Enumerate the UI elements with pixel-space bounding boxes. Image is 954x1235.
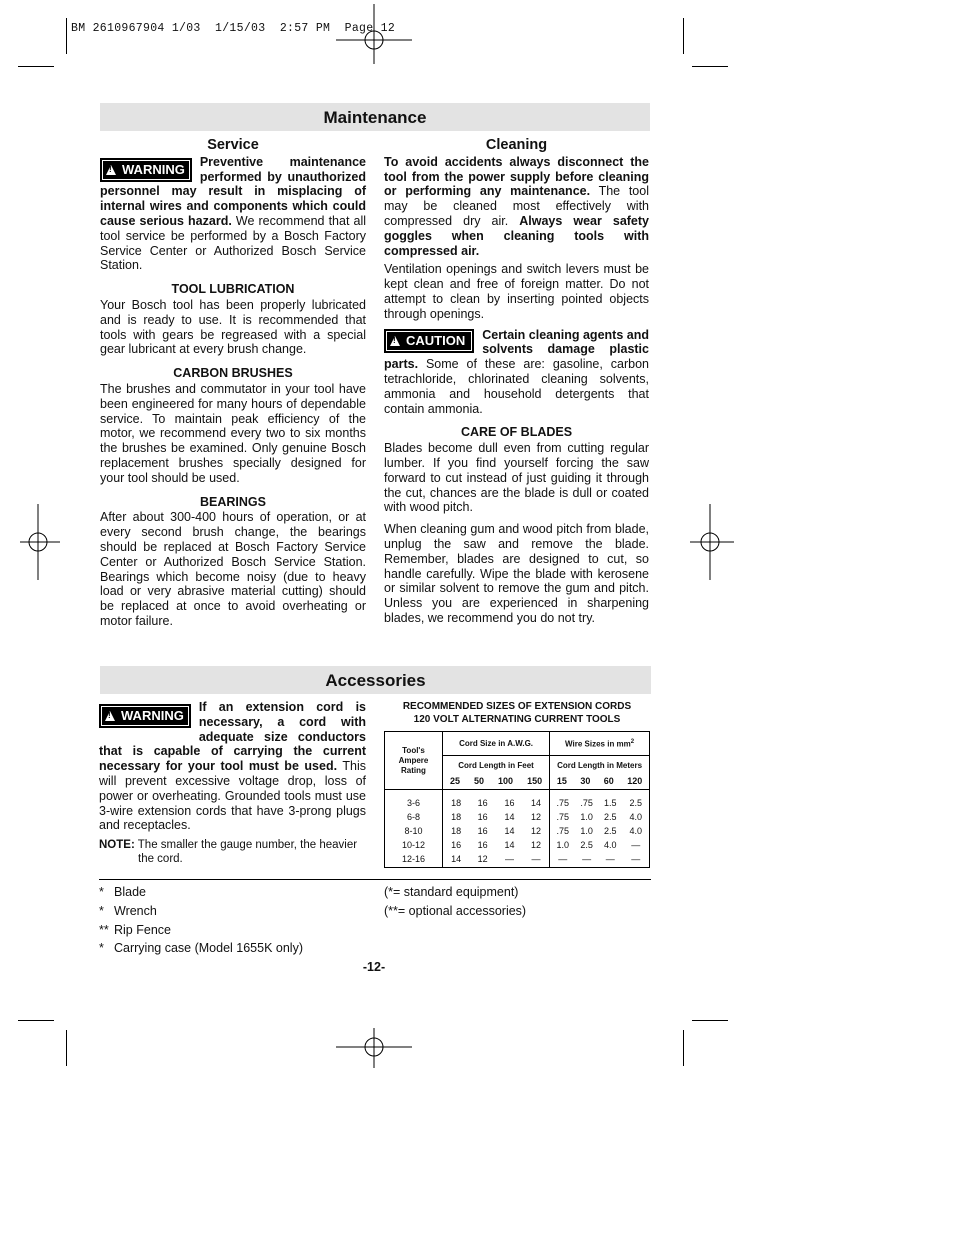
accessories-warning-paragraph: !WARNING If an extension cord is necessary, a cord with adequate size conductors that is capable of carrying the current necessary for your tool must be used. This will prevent excessive voltage drop, loss of power or overheating. Grounded tools must use 3-wire extension cords that have 3-prong plugs and receptacles. bbox=[99, 700, 366, 833]
care-of-blades-paragraph-2: When cleaning gum and wood pitch from blade, unplug the saw and remove the blade. Remember, blades are designed to cut, so handle carefully. Wipe the blade with kerosene or similar solvent to remove the gum and pitch. Unless you are experienced in sharpening blades, we recommend you do not try. bbox=[384, 522, 649, 625]
feet-label: 25 bbox=[449, 776, 460, 786]
feet-label: 50 bbox=[473, 776, 484, 786]
table-row: 10-12 16 16 14 12 1.0 2.5 4.0 — bbox=[385, 838, 650, 852]
warning-triangle-icon bbox=[105, 711, 115, 721]
crop-mark bbox=[18, 1020, 54, 1021]
meters-label: 60 bbox=[603, 776, 614, 786]
list-item: * Wrench bbox=[99, 903, 157, 918]
legend-standard: (*= standard equipment) bbox=[384, 885, 519, 899]
feet-header-cell: Cord Length in Feet 25 50 100 150 bbox=[442, 756, 549, 790]
crop-mark bbox=[66, 18, 67, 54]
note: NOTE: The smaller the gauge number, the heavier the cord. bbox=[99, 839, 358, 866]
crop-mark bbox=[683, 1030, 684, 1066]
mm-header: Wire Sizes in $mm^2$ bbox=[550, 732, 650, 756]
caution-badge: !CAUTION bbox=[384, 329, 474, 353]
list-item: * Blade bbox=[99, 885, 146, 899]
registration-mark bbox=[690, 504, 734, 580]
table-row: 6-8 18 16 14 12 .75 1.0 2.5 4.0 bbox=[385, 810, 650, 824]
crop-mark bbox=[692, 1020, 728, 1021]
cleaning-paragraph-2: Ventilation openings and switch levers must be kept clean and free of foreign matter. Do not attempt to clean by inserting pointed objects through openings. bbox=[384, 262, 649, 321]
tool-lubrication-heading: TOOL LUBRICATION bbox=[171, 282, 295, 297]
list-item: * Carrying case (Model 1655K only) bbox=[99, 941, 303, 956]
service-paragraph: !WARNING Preventive maintenance performed by unauthorized personnel may result in misplacing of internal wires and components which could cause serious hazard. We recommend that all tool service be performed by a Bosch Factory Service Center or Authorized Bosch Service Station. bbox=[100, 155, 366, 273]
caution-triangle-icon bbox=[390, 336, 400, 346]
warning-triangle-icon bbox=[106, 165, 116, 175]
crop-mark bbox=[683, 18, 684, 54]
equipment-legend bbox=[384, 883, 526, 921]
meters-label: 120 bbox=[627, 776, 643, 786]
carbon-brushes-heading: CARBON BRUSHES bbox=[173, 366, 293, 381]
crop-mark bbox=[66, 1030, 67, 1066]
table-row: 12-16 14 12 — — — — — — bbox=[385, 852, 650, 868]
registration-mark bbox=[20, 504, 60, 580]
cleaning-paragraph-1: To avoid accidents always disconnect the tool from the power supply before cleaning or performing any maintenance. The tool may be cleaned most effectively with compressed dry air. Always wear safety goggles when cleaning tools with compressed air. bbox=[384, 154, 650, 258]
table-row: 3-6 18 16 16 14 .75 .75 1.5 2.5 bbox=[385, 796, 650, 810]
page-number: -12- bbox=[362, 960, 386, 974]
feet-label: 100 bbox=[498, 776, 514, 786]
registration-mark bbox=[336, 1028, 412, 1068]
meters-label: 15 bbox=[556, 776, 567, 786]
bearings-heading: BEARINGS bbox=[200, 494, 266, 509]
ampere-rating-header: Tool's Ampere Rating bbox=[385, 732, 443, 790]
awg-header: Cord Size in A.W.G. bbox=[442, 732, 549, 756]
maintenance-title: Maintenance bbox=[100, 103, 650, 131]
accessories-warning-block bbox=[99, 700, 366, 866]
meters-label: 30 bbox=[580, 776, 591, 786]
divider bbox=[99, 879, 651, 880]
tool-lubrication-text: Your Bosch tool has been properly lubricated and is ready to use. It is recommended that tools with gears be regreased with a special gear lubricant at every brush change. bbox=[100, 297, 366, 357]
accessories-title: Accessories bbox=[100, 666, 651, 694]
crop-mark bbox=[18, 66, 54, 67]
carbon-brushes-text: The brushes and commutator in your tool have been engineered for many hours of dependable service. To maintain peak efficiency of the motor, we recommend every two to six months the brushes be examined. Only genuine Bosch replacement brushes specially designed for your tool should be used. bbox=[100, 381, 366, 485]
care-of-blades-paragraph-1: Blades become dull even from cutting regular lumber. If you find yourself forcing the saw forward to cut instead of just guiding it through the cut, chances are the blade is dull or coated with wood pitch. bbox=[384, 441, 649, 515]
warning-badge: !WARNING bbox=[99, 704, 191, 728]
list-item: ** Rip Fence bbox=[99, 922, 171, 937]
bearings-text: After about 300-400 hours of operation, or at every second brush change, the bearings should be replaced at Bosch Factory Service Center or Authorized Bosch Service Station. Bearings which become noisy (due to heavy load or very abrasive material cutting) should be replaced at once to avoid overheating or motor failure. bbox=[100, 510, 366, 628]
care-of-blades-heading: CARE OF BLADES bbox=[460, 425, 573, 440]
caution-paragraph: !CAUTION Certain cleaning agents and solvents damage plastic parts. Some of these are: gasoline, carbon tetrachloride, chlorinated cleaning solvents, ammonia and household detergents that contain ammonia. bbox=[384, 328, 649, 417]
service-heading: Service bbox=[207, 137, 259, 153]
cord-table-title: RECOMMENDED SIZES OF EXTENSION CORDS 120 VOLT ALTERNATING CURRENT TOOLS bbox=[402, 701, 632, 725]
extension-cord-table bbox=[384, 731, 650, 868]
maintenance-right-column bbox=[384, 138, 649, 626]
table-row: 8-10 18 16 14 12 .75 1.0 2.5 4.0 bbox=[385, 824, 650, 838]
registration-mark bbox=[336, 4, 412, 64]
maintenance-left-column bbox=[100, 138, 366, 629]
crop-mark bbox=[692, 66, 728, 67]
print-slug: BM 2610967904 1/03 1/15/03 2:57 PM Page 12 bbox=[71, 22, 396, 35]
cleaning-heading: Cleaning bbox=[485, 137, 548, 153]
warning-badge: !WARNING bbox=[100, 158, 192, 182]
meters-header-cell: Cord Length in Meters 15 30 60 120 bbox=[550, 756, 650, 790]
accessory-list bbox=[99, 883, 303, 958]
legend-optional: (**= optional accessories) bbox=[384, 903, 527, 918]
feet-label: 150 bbox=[527, 776, 543, 786]
